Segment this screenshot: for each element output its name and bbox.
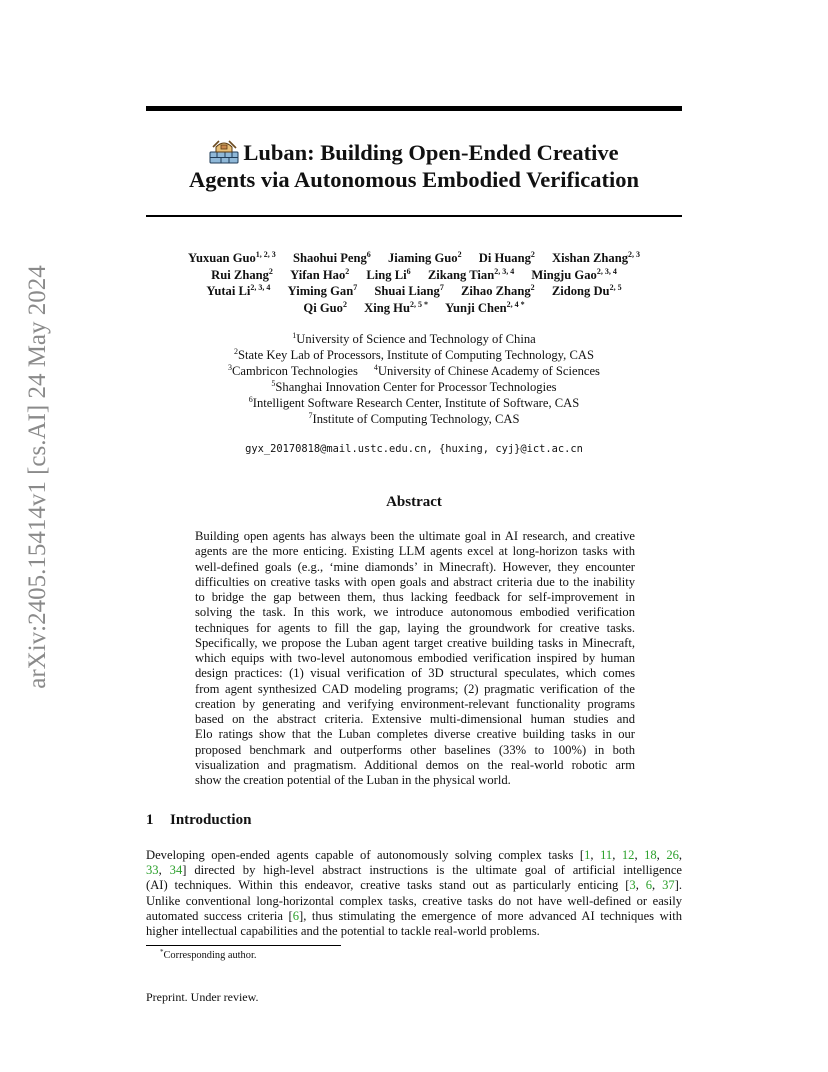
citation-link[interactable]: 26: [666, 848, 679, 862]
abstract-heading: Abstract: [386, 494, 442, 510]
abstract-line: design practices: (1) visual verification of 3D structural speculates, which comes: [195, 666, 635, 681]
abstract-line: well-defined goals (e.g., ‘mine diamonds’ in Minecraft). However, they encounter: [195, 559, 635, 574]
abstract-line: from agent synthesized CAD modeling programs; (2) pragmatic verification of the: [195, 681, 635, 696]
intro-text: (AI) techniques. Within this endeavor, creative tasks stand out as particularly enticing [: [146, 878, 630, 893]
paper-title: [146, 138, 682, 193]
intro-text: Developing open-ended agents capable of autonomously solving complex tasks [: [146, 848, 585, 862]
citation-link[interactable]: 12: [621, 848, 635, 862]
intro-line: [146, 848, 682, 863]
citation-link[interactable]: 3: [629, 878, 636, 893]
abstract-body: [195, 529, 635, 788]
intro-text: automated success criteria [: [146, 908, 293, 923]
author: Zihao Zhang$^2$: [461, 283, 535, 298]
citation-link[interactable]: 18: [644, 848, 657, 862]
citation-link[interactable]: 37: [662, 878, 675, 893]
affiliation: $^3$Cambricon Technologies $^4$University of Chinese Academy of Sciences: [228, 362, 600, 378]
intro-text: ] directed by high-level abstract instructions is the ultimate goal of artificial intelligence: [182, 863, 683, 878]
citation-link[interactable]: 11: [600, 848, 613, 862]
citation-link[interactable]: 6: [292, 908, 300, 923]
abstract-line: Specifically, we propose the Luban agent target creative building tasks in Minecraft,: [195, 635, 635, 650]
abstract-line: creation by generating and verifying environment-relevant functionality programs: [195, 696, 635, 711]
abstract-line: proposed benchmark and outperforms other baselines (33% to 100%) in both: [195, 742, 635, 757]
author: Qi Guo$^2$: [303, 299, 347, 315]
author: Xing $Hu^{2, 5 *}$: [364, 299, 428, 315]
section-heading-introduction: [146, 812, 682, 829]
abstract-line: based on the abstract criteria. Extensive multi-dimensional human studies and: [195, 712, 635, 726]
author-row-4: [146, 300, 682, 317]
citation-link[interactable]: 33: [146, 863, 159, 878]
section-number: 1: [146, 812, 154, 828]
intro-line: [146, 894, 682, 909]
abstract-line: which equips with two-level autonomous embodied verification inspired by human: [195, 651, 635, 665]
author: Jiaming Guo$^2$: [387, 250, 462, 265]
intro-line: [146, 909, 682, 924]
intro-text: ,: [635, 878, 646, 893]
introduction-body: [146, 848, 682, 939]
intro-text: ,: [158, 863, 170, 878]
intro-text: ,: [634, 848, 645, 862]
footnote-rule: [146, 945, 341, 946]
author: Shuai Liang$^7$: [374, 283, 444, 298]
author: Di Huang$^2$: [478, 250, 535, 265]
intro-line: [146, 924, 682, 939]
affiliation: $^1$University of Science and Technology of China: [292, 331, 536, 346]
author: Shaohui Peng$^6$: [292, 250, 371, 265]
abstract-line: techniques for agents to fill the gap, laying the groundwork for creative tasks.: [195, 620, 635, 635]
affiliation: $^2$State Key Lab of Processors, Institute of Computing Technology, CAS: [234, 346, 594, 362]
citation-link[interactable]: 34: [169, 863, 183, 878]
author: Yunji Chen$^{2, 4 *}$: [445, 299, 525, 315]
citation-link[interactable]: 6: [645, 878, 653, 893]
author: Xishan Zhang$^{2, 3}$: [552, 250, 640, 265]
intro-text: ,: [612, 848, 622, 862]
preprint-notice: Preprint. Under review.: [146, 990, 259, 1004]
abstract-line: difficulties on creative tasks with open goals and abstract criteria due to the inability: [195, 574, 635, 589]
intro-text: ,: [652, 878, 663, 893]
author: Yutai Li$^{2, 3, 4}$: [206, 283, 271, 298]
author-row-2: [146, 267, 682, 284]
brick-wall-logo-icon: [209, 138, 239, 164]
affiliation: $^7$Institute of Computing Technology, CAS: [308, 410, 520, 426]
title-bottom-rule: [146, 215, 682, 217]
intro-text: ,: [656, 848, 667, 862]
author-row-1: [146, 250, 682, 267]
title-text-line-1: Luban: Building Open-Ended Creative: [243, 140, 619, 165]
title-line-2: Agents via Autonomous Embodied Verification: [188, 167, 640, 192]
affiliation: $^5$Shanghai Innovation Center for Processor Technologies: [271, 378, 557, 394]
affiliation-list: [146, 332, 682, 427]
affiliation: $^6$Intelligent Software Research Center, Institute of Software, CAS: [248, 394, 580, 410]
intro-text: ,: [590, 848, 601, 862]
author: Rui Zhang$^2$: [211, 266, 273, 282]
title-top-rule: [146, 106, 682, 111]
abstract-line: to bridge the gap between them, thus lacking feedback for self-improvement in: [195, 590, 635, 604]
intro-text: ], thus stimulating the emergence of more advanced AI techniques with: [299, 908, 683, 923]
arxiv-identifier-sidebar: arXiv:2405.15414v1 [cs.AI] 24 May 2024: [24, 265, 51, 689]
author: Zidong Du$^{2, 5}$: [551, 283, 622, 298]
abstract-line: show the creation potential of the Luban in the physical world.: [195, 773, 511, 787]
abstract-line: Building open agents has always been the ultimate goal in AI research, and creative: [195, 529, 635, 543]
author-row-3: [146, 283, 682, 300]
intro-text: ].: [674, 878, 683, 893]
section-title: Introduction: [170, 812, 252, 828]
author: Mingju Gao$^{2, 3, 4}$: [531, 266, 617, 282]
intro-text: higher intellectual capabilities and the potential to tackle real-world problems.: [146, 924, 540, 939]
intro-line: [146, 878, 682, 893]
abstract-line: agents are the more enticing. Existing LLM agents excel at long-horizon tasks with: [195, 544, 635, 559]
abstract-line: visualization and pragmatism. Additional demos on the real-world robotic arm: [195, 757, 635, 772]
intro-text: ,: [678, 848, 683, 862]
intro-line: [146, 863, 682, 878]
author-list: [146, 250, 682, 316]
intro-text: Unlike conventional long-horizontal complex tasks, creative tasks do not have well-defined or easily: [146, 893, 682, 908]
author: Yuxuan Guo$^{1, 2, 3}$: [188, 250, 276, 265]
author: Zikang Tian$^{2, 3, 4}$: [427, 266, 515, 282]
author: Ling Li$^6$: [366, 266, 411, 282]
abstract-line: Elo ratings show that the Luban completes diverse creative building tasks in our: [195, 727, 635, 742]
contact-emails: gyx_20170818@mail.ustc.edu.cn, {huxing, cyj}@ict.ac.cn: [245, 443, 583, 455]
author: Yifan Hao$^2$: [290, 266, 350, 282]
abstract-line: solving the task. In this work, we introduce autonomous embodied verification: [195, 605, 635, 620]
title-line-1: [146, 138, 682, 166]
citation-link[interactable]: 1: [584, 848, 591, 862]
author: Yiming Gan$^7$: [287, 283, 358, 298]
footnote: *Corresponding author.: [160, 948, 257, 961]
